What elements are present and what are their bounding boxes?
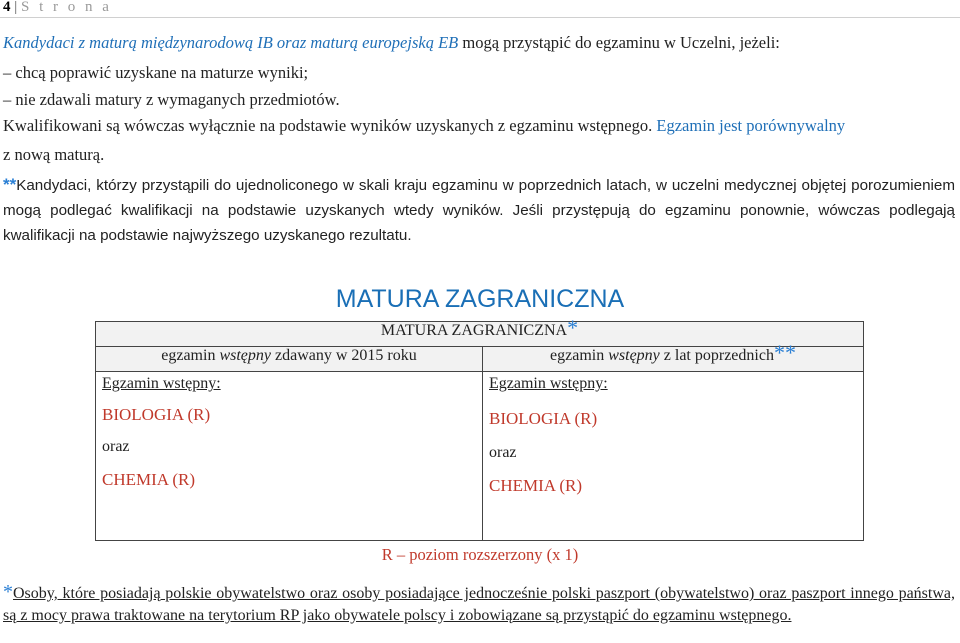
comparable-text: Egzamin jest porównywalny xyxy=(652,116,846,135)
column-2015 xyxy=(96,347,483,372)
column-2015-post: zdawany w 2015 roku xyxy=(271,347,417,364)
qualification-text: Kwalifikowani są wówczas wyłącznie na podstawie wyników uzyskanych z egzaminu wstępnego. xyxy=(3,116,653,135)
intro-bullet-1: – chcą poprawić uzyskane na maturze wyniki; xyxy=(3,63,309,82)
level-legend: R – poziom rozszerzony (x 1) xyxy=(381,545,579,564)
conjunction-2015: oraz xyxy=(102,438,130,455)
header-divider xyxy=(0,17,960,18)
body-2015 xyxy=(96,372,483,541)
subject-chemistry-2015: CHEMIA (R) xyxy=(102,470,196,489)
column-2015-pre: egzamin xyxy=(161,347,220,364)
previous-years-note xyxy=(3,172,955,248)
intro-bullet-2: – nie zdawali matury z wymaganych przedmiotów. xyxy=(3,90,340,109)
subject-biology-2015: BIOLOGIA (R) xyxy=(102,405,211,424)
page-number: 4 xyxy=(3,0,11,15)
body-previous-years xyxy=(483,372,864,541)
column-2015-italic: wstępny xyxy=(219,347,271,364)
intro-rest: mogą przystąpić do egzaminu w Uczelni, jeżeli: xyxy=(458,33,780,52)
exam-table xyxy=(95,315,864,541)
column-prev-italic: wstępny xyxy=(608,347,660,364)
page-header xyxy=(3,0,112,16)
column-prev-asterisks: ** xyxy=(773,340,796,365)
table-header xyxy=(96,315,864,347)
intro-line-4 xyxy=(3,116,845,136)
footnote xyxy=(3,581,955,627)
column-prev-pre: egzamin xyxy=(550,347,609,364)
double-asterisk: ** xyxy=(3,175,17,194)
intro-line-5: z nową maturą. xyxy=(3,145,105,164)
header-asterisk: * xyxy=(567,315,579,340)
footnote-text: Osoby, które posiadają polskie obywatelstwo oraz osoby posiadające jednocześnie polski paszport (obywatelstwo) oraz paszport innego państwa, są z mocy prawa traktowane na terytorium RP jako obywatele polscy i zobowiązane są przystąpić do egzaminu wstępnego. xyxy=(3,585,955,624)
footnote-asterisk: * xyxy=(3,581,13,603)
exam-label-prev: Egzamin wstępny: xyxy=(489,375,608,392)
intro-line-1 xyxy=(3,33,780,53)
page-word: S t r o n a xyxy=(21,0,112,15)
column-prev-post: z lat poprzednich xyxy=(659,347,774,364)
column-previous-years xyxy=(483,340,864,372)
section-title: MATURA ZAGRANICZNA xyxy=(335,285,625,313)
conjunction-prev: oraz xyxy=(489,444,517,461)
header-separator: | xyxy=(14,0,18,15)
intro-highlight: Kandydaci z maturą międzynarodową IB oraz maturą europejską EB xyxy=(3,33,459,52)
table-header-text: MATURA ZAGRANICZNA xyxy=(380,322,568,339)
subject-biology-prev: BIOLOGIA (R) xyxy=(489,409,598,428)
exam-label-2015: Egzamin wstępny: xyxy=(102,375,221,392)
subject-chemistry-prev: CHEMIA (R) xyxy=(489,476,583,495)
previous-years-text: Kandydaci, którzy przystąpili do ujednoliconego w skali kraju egzaminu w poprzednich latach, w uczelni medycznej objętej porozumieniem mogą podlegać kwalifikacji na podstawie uzyskanych wtedy wyników. Jeśli przystępują do egzaminu ponownie, wówczas podlegają kwalifikacji na podstawie najwyższego uzyskanego rezultatu. xyxy=(3,177,955,244)
